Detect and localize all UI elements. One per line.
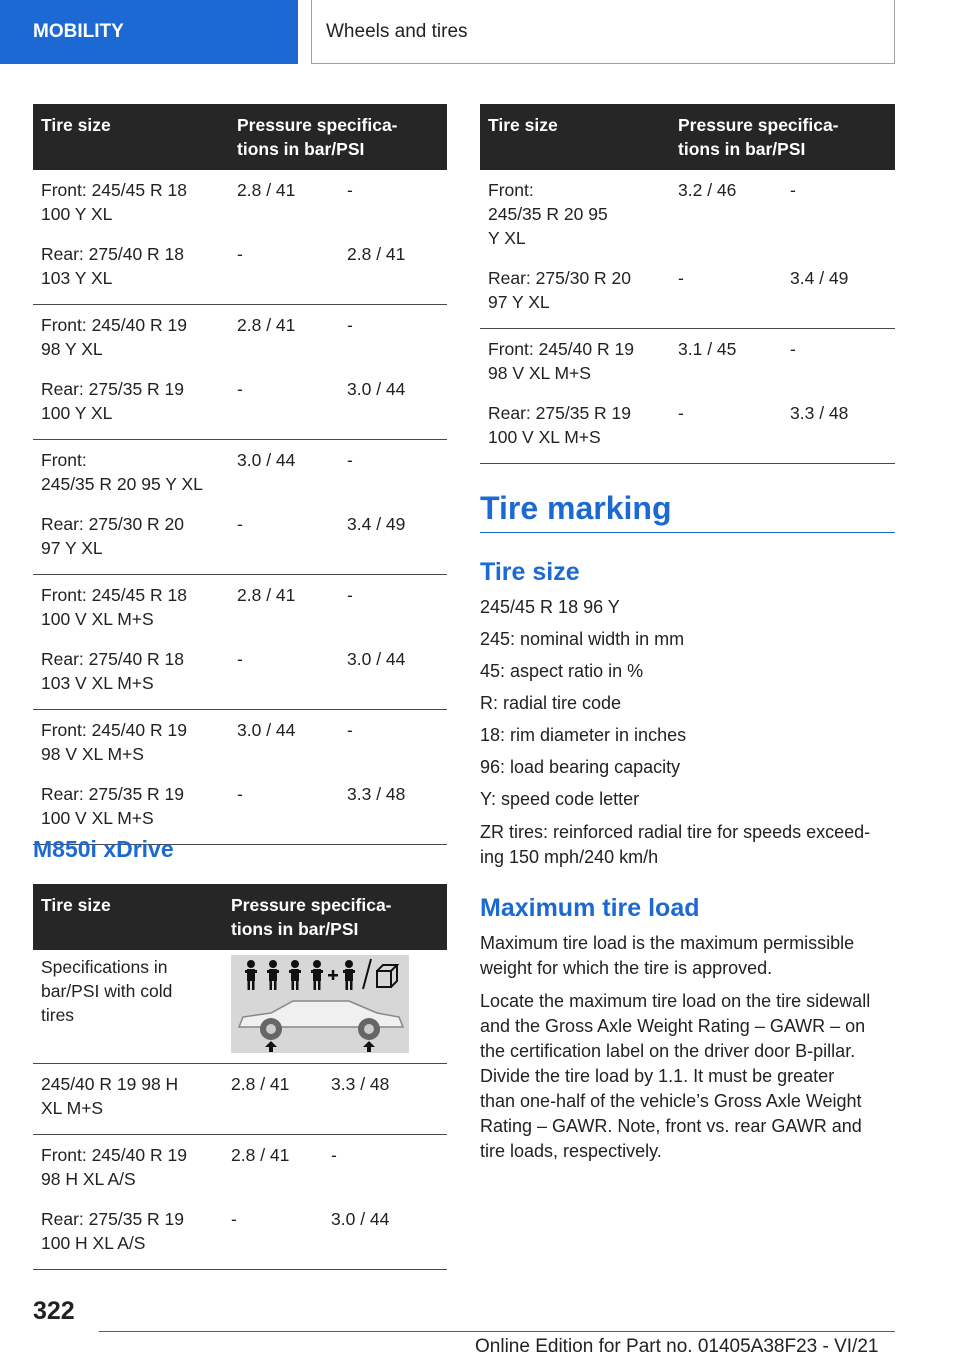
table-row: [33, 369, 447, 440]
table-row: [33, 305, 447, 370]
table-row: [33, 504, 447, 575]
table-row: [33, 710, 447, 775]
max-tire-load-heading: Maximum tire load: [480, 894, 700, 922]
rear-pressure-cell: 3.0 / 44: [339, 369, 447, 440]
title-rule: [480, 532, 895, 533]
column-header-tire-size: Tire size: [33, 884, 223, 950]
front-pressure-cell: -: [229, 234, 339, 305]
model-heading: M850i xDrive: [33, 836, 174, 862]
front-pressure-cell: 2.8 / 41: [231, 1145, 290, 1165]
footer-rule: [99, 1331, 895, 1332]
front-pressure-cell: 3.1 / 45: [678, 339, 737, 359]
tire-size-cell: Rear: 275/40 R 18 103 V XL M+S: [33, 639, 229, 710]
front-pressure-cell: 3.0 / 44: [237, 450, 296, 470]
section-tab: [0, 0, 298, 64]
tire-size-cell: Front: 245/40 R 19 98 V XL M+S: [41, 720, 187, 764]
tire-size-cell: Front: 245/40 R 19 98 V XL M+S: [488, 339, 634, 383]
list-item: 45: aspect ratio in %: [480, 661, 644, 681]
tire-size-cell: Front: 245/35 R 20 95 Y XL: [488, 180, 608, 248]
edition-info: Online Edition for Part no. 01405A38F23 - VI/21: [475, 1336, 879, 1357]
front-pressure-cell: 3.0 / 44: [237, 720, 296, 740]
rear-pressure-cell: -: [790, 180, 796, 200]
front-pressure-cell: 2.8 / 41: [223, 1064, 323, 1135]
rear-pressure-cell: -: [347, 585, 353, 605]
rear-pressure-cell: 3.0 / 44: [323, 1199, 447, 1270]
table-row: [480, 329, 895, 394]
tire-size-cell: Front: 245/45 R 18 100 V XL M+S: [41, 585, 187, 629]
list-item: R: radial tire code: [480, 693, 622, 713]
table-row: [480, 258, 895, 329]
rear-pressure-cell: 3.3 / 48: [782, 393, 895, 464]
tire-size-cell: 245/40 R 19 98 H XL M+S: [33, 1064, 223, 1135]
front-pressure-cell: -: [223, 1199, 323, 1270]
tire-size-cell: Rear: 275/30 R 20 97 Y XL: [480, 258, 670, 329]
rear-pressure-cell: -: [331, 1145, 337, 1165]
column-header-pressure: Pressure specifica- tions in bar/PSI: [670, 104, 895, 170]
list-item: 245: nominal width in mm: [480, 629, 685, 649]
table-row: [33, 1199, 447, 1270]
table-row: [33, 234, 447, 305]
table-row: [33, 1064, 447, 1135]
rear-pressure-cell: 3.3 / 48: [339, 774, 447, 845]
tire-size-cell: Rear: 275/30 R 20 97 Y XL: [33, 504, 229, 575]
table-row: [480, 170, 895, 258]
front-pressure-cell: 3.2 / 46: [678, 180, 737, 200]
front-pressure-cell: -: [229, 774, 339, 845]
table-row: [480, 393, 895, 464]
chapter-header: [311, 0, 895, 64]
table-header-row: [33, 104, 447, 170]
max-load-paragraph-2: Locate the maximum tire load on the tire sidewall and the Gross Axle Weight Rating – GAWR – on the certification label on the driver door B-pillar. Divide the tire load by 1.1. It must be greater than one-half of the vehicle’s Gross Axle Weight Rating – GAWR. Note, front vs. rear GAWR and tire loads, respectively.: [480, 991, 871, 1161]
tire-size-list: [480, 591, 895, 815]
zr-tires-text: ZR tires: reinforced radial tire for speeds exceed- ing 150 mph/240 km/h: [480, 822, 871, 867]
load-pictogram: [223, 950, 447, 1064]
rear-pressure-cell: 3.0 / 44: [339, 639, 447, 710]
front-pressure-cell: -: [670, 258, 782, 329]
rear-pressure-cell: -: [347, 180, 353, 200]
front-pressure-cell: 2.8 / 41: [237, 315, 296, 335]
spec-note: Specifications in bar/PSI with cold tires: [33, 950, 223, 1064]
front-pressure-cell: -: [670, 393, 782, 464]
occupancy-load-icon: [231, 955, 409, 1053]
tire-size-cell: Rear: 275/35 R 19 100 V XL M+S: [33, 774, 229, 845]
tire-size-cell: Front: 245/40 R 19 98 H XL A/S: [41, 1145, 187, 1189]
list-item: 96: load bearing capacity: [480, 757, 681, 777]
column-header-tire-size: Tire size: [480, 104, 670, 170]
table-row: [33, 575, 447, 640]
rear-pressure-cell: -: [347, 720, 353, 740]
column-header-pressure: Pressure specifica- tions in bar/PSI: [223, 884, 447, 950]
table-header-row: [480, 104, 895, 170]
list-item: 18: rim diameter in inches: [480, 725, 687, 745]
pressure-table-m850i: [33, 884, 447, 1270]
tire-size-cell: Front: 245/45 R 18 100 Y XL: [41, 180, 187, 224]
tire-size-cell: Front: 245/40 R 19 98 Y XL: [41, 315, 187, 359]
tire-size-cell: Rear: 275/35 R 19 100 Y XL: [33, 369, 229, 440]
column-header-pressure: Pressure specifica- tions in bar/PSI: [229, 104, 447, 170]
max-load-paragraph-1: Maximum tire load is the maximum permissible weight for which the tire is approved.: [480, 933, 855, 978]
table-header-row: [33, 884, 447, 950]
section-title: MOBILITY: [33, 21, 124, 42]
pressure-table-right: [480, 104, 895, 464]
tire-size-cell: Rear: 275/35 R 19 100 V XL M+S: [480, 393, 670, 464]
rear-pressure-cell: -: [347, 315, 353, 335]
rear-pressure-cell: 3.3 / 48: [323, 1064, 447, 1135]
tire-size-cell: Rear: 275/40 R 18 103 Y XL: [33, 234, 229, 305]
list-item: Y: speed code letter: [480, 789, 640, 809]
chapter-title: Wheels and tires: [326, 20, 468, 42]
rear-pressure-cell: -: [790, 339, 796, 359]
rear-pressure-cell: 3.4 / 49: [782, 258, 895, 329]
table-row: [33, 1135, 447, 1200]
table-row: [33, 170, 447, 234]
table-row: [33, 774, 447, 845]
page-number: 322: [33, 1297, 75, 1325]
tire-size-cell: Front: 245/35 R 20 95 Y XL: [41, 450, 203, 494]
front-pressure-cell: -: [229, 639, 339, 710]
front-pressure-cell: -: [229, 369, 339, 440]
rear-pressure-cell: 2.8 / 41: [339, 234, 447, 305]
rear-pressure-cell: -: [347, 450, 353, 470]
tire-marking-title: Tire marking: [480, 490, 672, 526]
table-row: [33, 639, 447, 710]
table-row: [33, 950, 447, 1064]
tire-size-cell: Rear: 275/35 R 19 100 H XL A/S: [33, 1199, 223, 1270]
front-pressure-cell: -: [229, 504, 339, 575]
list-item: 245/45 R 18 96 Y: [480, 597, 620, 617]
pressure-table-left: [33, 104, 447, 845]
front-pressure-cell: 2.8 / 41: [237, 585, 296, 605]
column-header-tire-size: Tire size: [33, 104, 229, 170]
table-row: [33, 440, 447, 505]
rear-pressure-cell: 3.4 / 49: [339, 504, 447, 575]
front-pressure-cell: 2.8 / 41: [237, 180, 296, 200]
tire-size-heading: Tire size: [480, 558, 580, 586]
